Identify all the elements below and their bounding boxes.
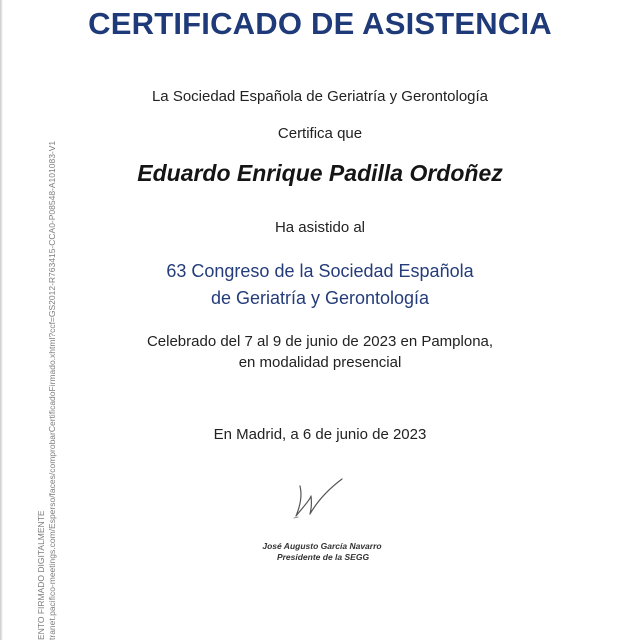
celebrated-line-1: Celebrado del 7 al 9 de junio de 2023 en Pamplona, bbox=[146, 333, 494, 350]
event-name-line-1: 63 Congreso de la Sociedad Española bbox=[166, 261, 474, 281]
signer-role: Presidente de la SEGG bbox=[276, 552, 370, 562]
certificate-title: CERTIFICADO DE ASISTENCIA bbox=[88, 6, 552, 41]
verification-line-1: ENTO FIRMADO DIGITALMENTE bbox=[36, 510, 46, 640]
date-place-line: En Madrid, a 6 de junio de 2023 bbox=[213, 426, 427, 443]
digital-signature-verification bbox=[36, 120, 58, 640]
event-name-line-2: de Geriatría y Gerontología bbox=[210, 288, 430, 308]
signature-image bbox=[280, 470, 360, 530]
certifies-line: Certifica que bbox=[277, 125, 363, 142]
recipient-name: Eduardo Enrique Padilla Ordoñez bbox=[137, 160, 503, 186]
signer-name: José Augusto García Navarro bbox=[262, 541, 382, 551]
issuer-line: La Sociedad Española de Geriatría y Gerontología bbox=[151, 88, 489, 105]
verification-url[interactable]: tranet.pacifico-meetings.com/Esperso/faces/comprobarCertificadoFirmado.xhtml?ccf=GS2012-R763415-CCA0-P08548-A101083-V1 bbox=[47, 140, 57, 640]
celebrated-line-2: en modalidad presencial bbox=[238, 354, 402, 371]
attended-line: Ha asistido al bbox=[274, 219, 366, 236]
